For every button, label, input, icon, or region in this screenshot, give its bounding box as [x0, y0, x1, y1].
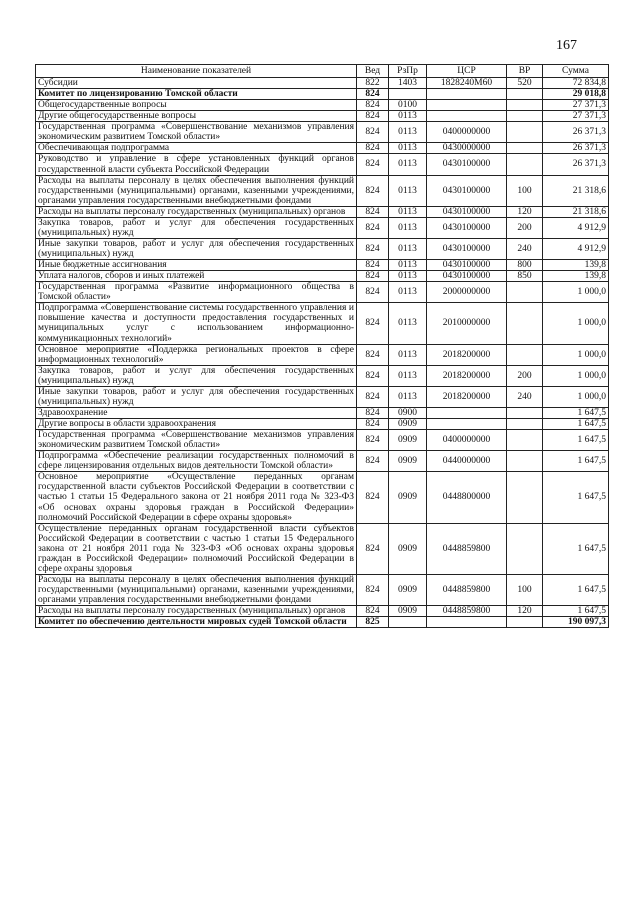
cell-vr: 200 [507, 365, 543, 386]
cell-sum: 29 018,8 [543, 89, 609, 100]
table-row [36, 606, 609, 617]
table-row [36, 407, 609, 418]
table-row [36, 419, 609, 430]
cell-name: Подпрограмма «Совершенствование системы государственного управления и повышение качества и доступности предоставления государственных и муниципальных услуг с использованием информационно-коммуникационных технологий» [36, 303, 357, 344]
cell-rzpr: 1403 [389, 78, 427, 89]
table-row [36, 523, 609, 574]
table-row [36, 282, 609, 303]
cell-sum: 1 000,0 [543, 344, 609, 365]
cell-ved: 824 [357, 206, 389, 217]
cell-csr: 2018200000 [427, 344, 507, 365]
cell-ved: 824 [357, 143, 389, 154]
table-row [36, 143, 609, 154]
cell-sum: 27 371,3 [543, 100, 609, 111]
cell-csr: 0430100000 [427, 175, 507, 206]
col-header-name: Наименование показателей [36, 65, 357, 78]
cell-ved: 824 [357, 407, 389, 418]
cell-sum: 1 647,5 [543, 419, 609, 430]
cell-csr: 0430100000 [427, 217, 507, 238]
cell-csr [427, 100, 507, 111]
col-header-sum: Сумма [543, 65, 609, 78]
cell-rzpr: 0113 [389, 175, 427, 206]
cell-name: Основное мероприятие «Осуществление переданных органам государственной власти субъектов Российской Федерации в соответствии с частью 1 статьи 15 Федерального закона от 21 ноября 2011 года № 323-ФЗ «Об основах охраны здоровья граждан в Российской Федерации» полномочий Российской Федерации в сфере охраны здоровья» [36, 472, 357, 523]
cell-vr: 100 [507, 574, 543, 605]
cell-csr: 0400000000 [427, 430, 507, 451]
table-row [36, 206, 609, 217]
cell-rzpr: 0113 [389, 303, 427, 344]
cell-csr [427, 617, 507, 628]
cell-csr: 0400000000 [427, 122, 507, 143]
cell-vr [507, 419, 543, 430]
table-row [36, 238, 609, 259]
table-row [36, 175, 609, 206]
cell-vr: 850 [507, 271, 543, 282]
cell-ved: 825 [357, 617, 389, 628]
cell-csr [427, 407, 507, 418]
cell-name: Расходы на выплаты персоналу государственных (муниципальных) органов [36, 206, 357, 217]
cell-sum: 1 000,0 [543, 386, 609, 407]
cell-name: Другие вопросы в области здравоохранения [36, 419, 357, 430]
cell-sum: 1 647,5 [543, 407, 609, 418]
cell-ved: 824 [357, 217, 389, 238]
cell-ved: 824 [357, 111, 389, 122]
cell-csr: 0448859800 [427, 574, 507, 605]
cell-rzpr: 0113 [389, 122, 427, 143]
cell-name: Комитет по обеспечению деятельности мировых судей Томской области [36, 617, 357, 628]
cell-csr: 0430100000 [427, 154, 507, 175]
cell-name: Иные закупки товаров, работ и услуг для обеспечения государственных (муниципальных) нужд [36, 238, 357, 259]
cell-sum: 1 000,0 [543, 365, 609, 386]
cell-csr: 0430100000 [427, 238, 507, 259]
cell-rzpr: 0909 [389, 419, 427, 430]
cell-vr: 120 [507, 206, 543, 217]
cell-rzpr [389, 89, 427, 100]
cell-sum: 139,8 [543, 271, 609, 282]
cell-name: Расходы на выплаты персоналу государственных (муниципальных) органов [36, 606, 357, 617]
cell-vr [507, 407, 543, 418]
cell-rzpr: 0113 [389, 217, 427, 238]
cell-rzpr: 0900 [389, 407, 427, 418]
cell-rzpr: 0100 [389, 100, 427, 111]
cell-ved: 824 [357, 344, 389, 365]
table-row [36, 430, 609, 451]
cell-csr: 2010000000 [427, 303, 507, 344]
cell-vr: 120 [507, 606, 543, 617]
cell-sum: 190 097,3 [543, 617, 609, 628]
cell-csr: 0430100000 [427, 206, 507, 217]
cell-rzpr: 0909 [389, 606, 427, 617]
cell-ved: 824 [357, 238, 389, 259]
cell-csr: 0430000000 [427, 143, 507, 154]
cell-name: Государственная программа «Совершенствование механизмов управления экономическим развитием Томской области» [36, 122, 357, 143]
cell-vr [507, 523, 543, 574]
cell-csr: 0430100000 [427, 260, 507, 271]
cell-ved: 824 [357, 451, 389, 472]
cell-csr: 0430100000 [427, 271, 507, 282]
cell-vr: 200 [507, 217, 543, 238]
cell-ved: 824 [357, 89, 389, 100]
cell-vr: 240 [507, 386, 543, 407]
cell-vr [507, 344, 543, 365]
cell-csr [427, 89, 507, 100]
col-header-vr: ВР [507, 65, 543, 78]
table-row [36, 78, 609, 89]
cell-ved: 824 [357, 365, 389, 386]
cell-vr [507, 111, 543, 122]
cell-rzpr: 0113 [389, 111, 427, 122]
cell-ved: 824 [357, 472, 389, 523]
cell-ved: 824 [357, 271, 389, 282]
cell-ved: 824 [357, 430, 389, 451]
cell-sum: 4 912,9 [543, 217, 609, 238]
cell-ved: 824 [357, 260, 389, 271]
table-row [36, 89, 609, 100]
cell-name: Государственная программа «Развитие информационного общества в Томской области» [36, 282, 357, 303]
cell-rzpr: 0113 [389, 344, 427, 365]
cell-csr [427, 111, 507, 122]
cell-name: Расходы на выплаты персоналу в целях обеспечения выполнения функций государственными (муниципальными) органами, казенными учреждениями, органами управления государственными внебюджетными фондами [36, 175, 357, 206]
cell-csr: 0448859800 [427, 523, 507, 574]
cell-name: Закупка товаров, работ и услуг для обеспечения государственных (муниципальных) нужд [36, 365, 357, 386]
cell-ved: 824 [357, 386, 389, 407]
table-row [36, 100, 609, 111]
cell-name: Комитет по лицензированию Томской области [36, 89, 357, 100]
cell-vr [507, 100, 543, 111]
cell-csr: 0440000000 [427, 451, 507, 472]
cell-rzpr: 0113 [389, 260, 427, 271]
cell-vr [507, 451, 543, 472]
cell-name: Здравоохранение [36, 407, 357, 418]
cell-sum: 4 912,9 [543, 238, 609, 259]
table-row [36, 260, 609, 271]
cell-rzpr: 0909 [389, 472, 427, 523]
cell-name: Иные бюджетные ассигнования [36, 260, 357, 271]
cell-sum: 72 834,8 [543, 78, 609, 89]
cell-csr: 2018200000 [427, 386, 507, 407]
table-header-row [36, 65, 609, 78]
table-row [36, 344, 609, 365]
cell-ved: 824 [357, 419, 389, 430]
page-number: 167 [556, 38, 577, 53]
cell-ved: 824 [357, 574, 389, 605]
cell-csr: 1828240М60 [427, 78, 507, 89]
table-row [36, 217, 609, 238]
cell-vr: 520 [507, 78, 543, 89]
cell-rzpr: 0113 [389, 238, 427, 259]
cell-vr [507, 472, 543, 523]
cell-csr [427, 419, 507, 430]
cell-sum: 1 647,5 [543, 472, 609, 523]
cell-rzpr: 0113 [389, 206, 427, 217]
cell-ved: 824 [357, 100, 389, 111]
cell-vr [507, 430, 543, 451]
cell-sum: 1 000,0 [543, 303, 609, 344]
cell-ved: 824 [357, 523, 389, 574]
table-row [36, 111, 609, 122]
table-row [36, 154, 609, 175]
cell-rzpr: 0113 [389, 154, 427, 175]
cell-sum: 1 647,5 [543, 523, 609, 574]
cell-vr [507, 282, 543, 303]
cell-name: Основное мероприятие «Поддержка региональных проектов в сфере информационных технологий» [36, 344, 357, 365]
cell-rzpr: 0113 [389, 365, 427, 386]
cell-vr: 240 [507, 238, 543, 259]
table-row [36, 451, 609, 472]
cell-rzpr [389, 617, 427, 628]
cell-sum: 26 371,3 [543, 143, 609, 154]
table-row [36, 122, 609, 143]
table-row [36, 303, 609, 344]
cell-sum: 1 647,5 [543, 606, 609, 617]
cell-rzpr: 0113 [389, 282, 427, 303]
cell-csr: 0448800000 [427, 472, 507, 523]
cell-rzpr: 0113 [389, 143, 427, 154]
cell-vr [507, 143, 543, 154]
cell-sum: 139,8 [543, 260, 609, 271]
cell-name: Подпрограмма «Обеспечение реализации государственных полномочий в сфере лицензирования отдельных видов деятельности Томской области» [36, 451, 357, 472]
table-row [36, 386, 609, 407]
cell-name: Другие общегосударственные вопросы [36, 111, 357, 122]
cell-vr [507, 617, 543, 628]
cell-sum: 21 318,6 [543, 206, 609, 217]
cell-name: Субсидии [36, 78, 357, 89]
cell-vr [507, 154, 543, 175]
cell-rzpr: 0909 [389, 451, 427, 472]
cell-vr [507, 122, 543, 143]
cell-vr [507, 89, 543, 100]
cell-csr: 2018200000 [427, 365, 507, 386]
col-header-csr: ЦСР [427, 65, 507, 78]
cell-name: Обеспечивающая подпрограмма [36, 143, 357, 154]
cell-name: Уплата налогов, сборов и иных платежей [36, 271, 357, 282]
table-row [36, 271, 609, 282]
cell-sum: 1 647,5 [543, 430, 609, 451]
cell-rzpr: 0113 [389, 386, 427, 407]
cell-name: Осуществление переданных органам государственной власти субъектов Российской Федерации в соответствии с частью 1 статьи 15 Федерального закона от 21 ноября 2011 года № 323-ФЗ «Об основах охраны здоровья граждан в Российской Федерации» полномочий Российской Федерации в сфере охраны здоровья [36, 523, 357, 574]
cell-name: Закупка товаров, работ и услуг для обеспечения государственных (муниципальных) нужд [36, 217, 357, 238]
cell-sum: 26 371,3 [543, 154, 609, 175]
col-header-rzpr: РзПр [389, 65, 427, 78]
cell-ved: 824 [357, 606, 389, 617]
cell-rzpr: 0909 [389, 430, 427, 451]
cell-ved: 824 [357, 154, 389, 175]
cell-name: Иные закупки товаров, работ и услуг для обеспечения государственных (муниципальных) нужд [36, 386, 357, 407]
cell-name: Расходы на выплаты персоналу в целях обеспечения выполнения функций государственными (муниципальными) органами, казенными учреждениями, органами управления государственными внебюджетными фондами [36, 574, 357, 605]
col-header-ved: Вед [357, 65, 389, 78]
cell-sum: 1 647,5 [543, 451, 609, 472]
table-row [36, 617, 609, 628]
cell-ved: 824 [357, 303, 389, 344]
cell-vr: 100 [507, 175, 543, 206]
cell-rzpr: 0909 [389, 523, 427, 574]
cell-sum: 26 371,3 [543, 122, 609, 143]
cell-name: Общегосударственные вопросы [36, 100, 357, 111]
cell-rzpr: 0909 [389, 574, 427, 605]
cell-sum: 21 318,6 [543, 175, 609, 206]
cell-ved: 822 [357, 78, 389, 89]
cell-name: Руководство и управление в сфере установленных функций органов государственной власти субъекта Российской Федерации [36, 154, 357, 175]
cell-csr: 0448859800 [427, 606, 507, 617]
budget-table [35, 64, 609, 628]
cell-vr: 800 [507, 260, 543, 271]
table-row [36, 365, 609, 386]
cell-vr [507, 303, 543, 344]
table-row [36, 472, 609, 523]
cell-sum: 1 647,5 [543, 574, 609, 605]
cell-sum: 27 371,3 [543, 111, 609, 122]
cell-ved: 824 [357, 122, 389, 143]
cell-ved: 824 [357, 175, 389, 206]
cell-name: Государственная программа «Совершенствование механизмов управления экономическим развитием Томской области» [36, 430, 357, 451]
table-row [36, 574, 609, 605]
cell-sum: 1 000,0 [543, 282, 609, 303]
cell-rzpr: 0113 [389, 271, 427, 282]
cell-csr: 2000000000 [427, 282, 507, 303]
cell-ved: 824 [357, 282, 389, 303]
